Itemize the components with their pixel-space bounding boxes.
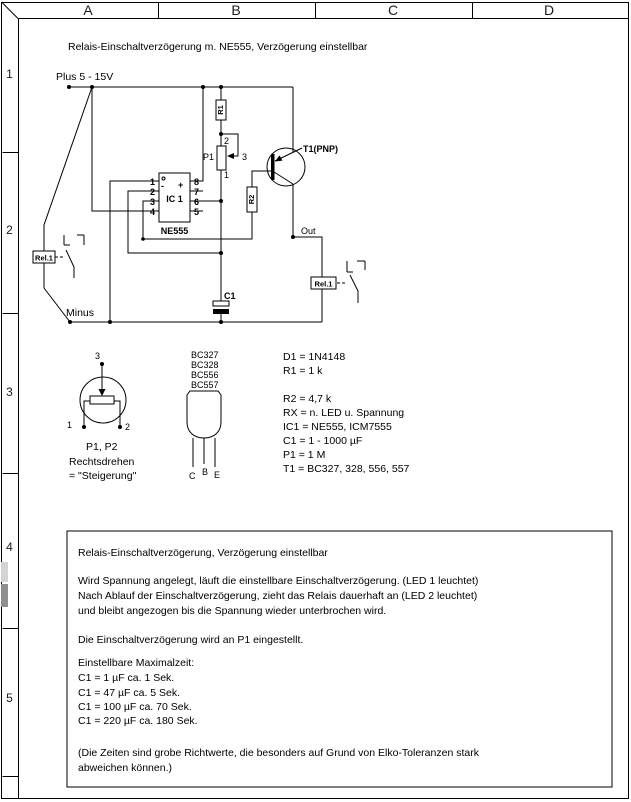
ic-pin-1: 1 xyxy=(149,177,155,187)
relay-right-contact-symbol xyxy=(337,261,365,303)
ic-pin-5: 5 xyxy=(194,207,200,217)
junction-dot xyxy=(141,237,145,241)
to92-pin-b: B xyxy=(202,467,209,477)
to92-legs xyxy=(193,438,215,467)
to92-type-1: BC327 xyxy=(191,350,219,360)
description-line: C1 = 47 µF ca. 5 Sek. xyxy=(78,687,181,699)
relay-contact-terminals xyxy=(64,235,84,245)
relay-right-coil-label: Rel.1 xyxy=(314,279,333,289)
junction-dot xyxy=(67,85,71,89)
to92-body xyxy=(187,391,221,438)
description-line: C1 = 1 µF ca. 1 Sek. xyxy=(78,672,175,684)
relay-contact-blade xyxy=(350,275,358,303)
part-r1: R1 = 1 k xyxy=(283,365,323,377)
part-c1: C1 = 1 - 1000 µF xyxy=(283,435,363,447)
p1-body xyxy=(217,146,226,170)
row-header-2: 2 xyxy=(6,223,13,237)
part-rx: RX = n. LED u. Spannung xyxy=(283,407,405,419)
ic-part-number: NE555 xyxy=(160,226,189,236)
description-line: (Die Zeiten sind grobe Richtwerte, die besonders auf Grund von Elko-Toleranzen stark xyxy=(78,747,479,759)
to92-detail-drawing xyxy=(187,350,221,481)
ic-name: IC 1 xyxy=(166,194,183,204)
description-line: Einstellbare Maximalzeit: xyxy=(78,657,195,669)
p1-pin2-label: 2 xyxy=(224,136,230,146)
pot-pin1-label: 1 xyxy=(66,420,72,430)
description-line: abweichen können.) xyxy=(78,762,172,774)
to92-type-4: BC557 xyxy=(191,380,219,390)
frame-column-separators xyxy=(159,3,473,19)
part-t1: T1 = BC327, 328, 556, 557 xyxy=(283,463,410,475)
description-line: C1 = 220 µF ca. 180 Sek. xyxy=(78,715,198,727)
transistor-t1 xyxy=(267,87,338,237)
potentiometer-p1 xyxy=(203,132,247,301)
resistor-r1 xyxy=(216,87,226,134)
minus-rail-label: Minus xyxy=(66,307,95,319)
out-label: Out xyxy=(301,226,316,236)
part-d1: D1 = 1N4148 xyxy=(283,351,346,363)
t1-collector-line xyxy=(274,172,293,184)
column-header-b: B xyxy=(231,2,241,18)
description-line: und bleibt angezogen bis die Spannung wieder unterbrochen wird. xyxy=(78,605,387,617)
c1-minus-plate xyxy=(213,309,229,314)
ic-pin-3: 3 xyxy=(149,197,155,207)
description-line: Nach Ablauf der Einschaltverzögerung, zieht das Relais dauerhaft an (LED 2 leuchtet) xyxy=(78,590,478,602)
row-header-3: 3 xyxy=(6,385,13,399)
pot-note-line1: Rechtsdrehen xyxy=(69,456,135,468)
part-p1: P1 = 1 M xyxy=(283,449,326,461)
frame-row-separators xyxy=(3,153,19,777)
ic-pin-8: 8 xyxy=(194,177,200,187)
p1-pin1-label: 1 xyxy=(224,170,230,180)
part-ic1: IC1 = NE555, ICM7555 xyxy=(283,421,392,433)
capacitor-c1 xyxy=(213,291,236,322)
to92-type-3: BC556 xyxy=(191,370,219,380)
ic-pin-6: 6 xyxy=(194,197,200,207)
ic-reset-wire xyxy=(92,87,159,211)
to92-pin-c: C xyxy=(189,471,196,481)
to92-pin-e: E xyxy=(214,470,221,480)
scan-artifact xyxy=(1,584,8,607)
t1-base-bar xyxy=(271,154,275,180)
resistor-r2 xyxy=(247,171,271,212)
ic-pin-4: 4 xyxy=(149,207,155,217)
pot-pin2-label: 2 xyxy=(125,422,131,432)
pot-pin2-terminal xyxy=(118,425,122,429)
relay-contact-terminals xyxy=(347,261,365,272)
ic-pin-7: 7 xyxy=(194,187,200,197)
relay-left-top-wire xyxy=(44,87,92,251)
page-title: Relais-Einschaltverzögerung m. NE555, Verzögerung einstellbar xyxy=(68,41,368,53)
part-r2: R2 = 4,7 k xyxy=(283,393,332,405)
row-header-1: 1 xyxy=(6,67,13,81)
pot-detail-drawing xyxy=(67,351,137,482)
relay-contact-blade xyxy=(66,250,74,278)
to92-type-2: BC328 xyxy=(191,360,219,370)
relay-left-contact-symbol xyxy=(55,235,84,278)
description-line: C1 = 100 µF ca. 70 Sek. xyxy=(78,701,192,713)
ic-minus-mark: - xyxy=(161,181,164,191)
frame-corner-diagonal xyxy=(3,3,19,19)
description-line: Wird Spannung angelegt, läuft die einstellbare Einschaltverzögerung. (LED 1 leuchtet) xyxy=(78,575,479,587)
ic-pin1-notch xyxy=(162,177,165,180)
column-header-a: A xyxy=(83,2,93,18)
ic-plus-mark: + xyxy=(178,180,184,190)
pot-body-circle xyxy=(80,377,126,423)
row-header-5: 5 xyxy=(6,691,13,705)
pot-pin1-terminal xyxy=(82,425,86,429)
pot-caption: P1, P2 xyxy=(86,441,118,453)
ic-pin-2: 2 xyxy=(149,187,155,197)
c1-label: C1 xyxy=(224,291,236,301)
p1-label: P1 xyxy=(202,152,214,162)
r2-label: R2 xyxy=(246,194,256,205)
description-line: Die Einschaltverzögerung wird an P1 eingestellt. xyxy=(78,634,304,646)
relay-left-coil-label: Rel.1 xyxy=(35,253,53,263)
description-box xyxy=(67,531,612,787)
pot-pin3-label: 3 xyxy=(95,351,101,361)
pot-note-line2: = "Steigerung" xyxy=(69,470,137,482)
circuit-schematic xyxy=(33,71,365,324)
parts-list xyxy=(283,351,410,475)
plus-rail-label: Plus 5 - 15V xyxy=(56,71,114,83)
scan-artifact xyxy=(1,562,8,582)
ic-ne555 xyxy=(150,173,199,236)
pot-track xyxy=(90,396,114,404)
r1-label: R1 xyxy=(215,105,225,115)
c1-plus-plate xyxy=(213,301,229,306)
column-header-d: D xyxy=(543,2,555,18)
description-line: Relais-Einschaltverzögerung, Verzögerung einstellbar xyxy=(78,547,328,559)
p1-pin3-label: 3 xyxy=(242,152,248,162)
ic-vcc-wire xyxy=(190,87,203,181)
row-header-4: 4 xyxy=(6,540,13,554)
t1-label: T1(PNP) xyxy=(303,144,339,154)
column-header-c: C xyxy=(387,2,399,18)
p1-wiper-arrow xyxy=(227,153,234,159)
pot-wiper-arrow xyxy=(99,389,106,396)
